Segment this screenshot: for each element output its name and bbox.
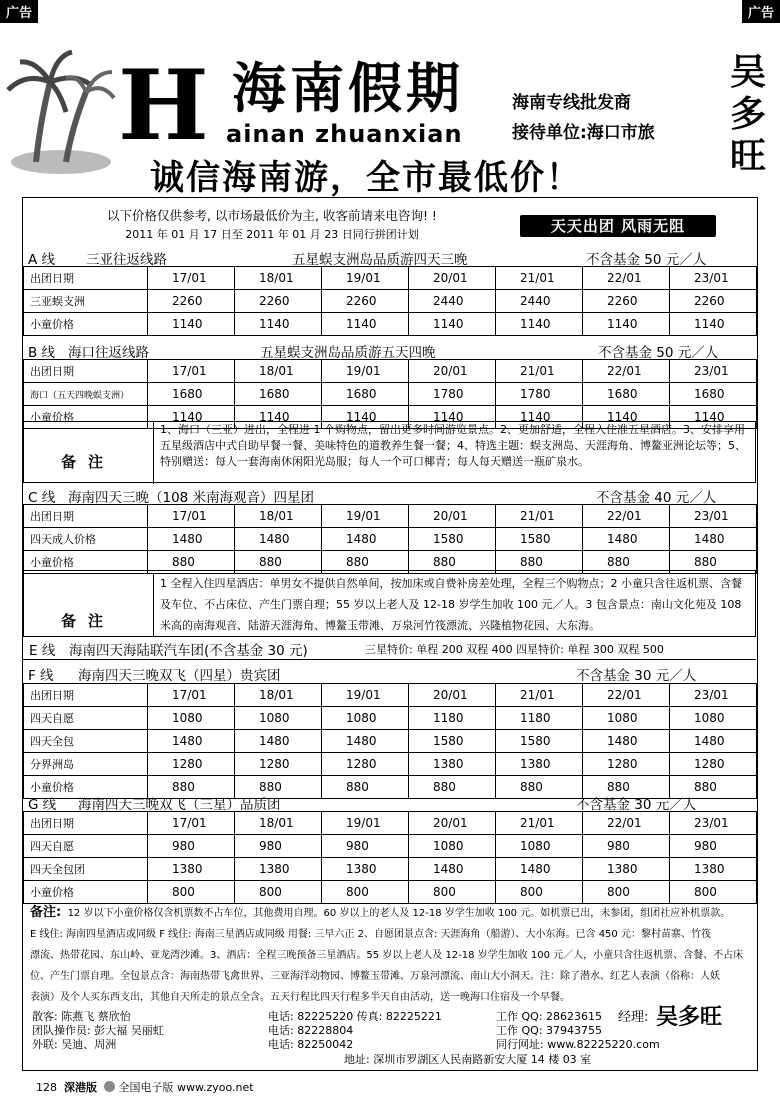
line-g-code: G 线 [28,797,57,813]
notes-line-1: 12 岁以下小童价格仅含机票数不占车位，其他费用自理。60 岁以上的老人及 12-18 岁学生加收 100 元。如机票已出，未参团，组团社应补机票款。 [67,908,731,919]
price-cell: 980 [322,835,409,858]
price-cell: 800 [496,881,583,904]
price-cell: 1380 [583,858,670,881]
contact-team: 团队操作员: 彭大福 吴丽虹 [32,1024,164,1037]
price-cell: 880 [148,551,235,574]
date-cell: 17/01 [148,267,235,290]
date-cell: 17/01 [148,505,235,528]
contact-qq-2: 工作 QQ: 37943755 [496,1024,603,1037]
line-a-name: 五星蜈支洲岛品质游四天三晚 [292,252,468,268]
price-cell: 1140 [583,313,670,336]
line-g-name: 海南四天三晚双飞（三星）品质团 [78,797,281,813]
row-label: 出团日期 [24,812,148,835]
date-cell: 20/01 [409,684,496,707]
brand-vertical-name: 吴多旺 [729,52,766,177]
contact-team-phone: 电话: 82228804 [268,1024,354,1037]
date-cell: 22/01 [583,505,670,528]
price-cell: 1080 [409,835,496,858]
date-cell: 18/01 [235,812,322,835]
notes-line-5: 表演）及个人买东西支出，其他自天所走的景点全含。五天行程比四天行程多半天自由活动，送一晚海口住宿及一个早餐。 [30,992,570,1003]
line-c-remark [23,570,756,637]
price-cell: 2260 [322,290,409,313]
date-cell: 17/01 [148,812,235,835]
row-label: 出团日期 [24,505,148,528]
date-cell: 21/01 [496,505,583,528]
notes-line-4: 位、产生门票自理。全包景点含：海南热带飞禽世界、三亚海洋动物园、博鳌玉带滩、万泉河漂流、南山大小洞天。注：除了潜水、红艺人表演（俗称：人妖 [30,971,720,982]
date-cell: 18/01 [235,505,322,528]
price-cell: 1480 [322,730,409,753]
date-cell: 19/01 [322,267,409,290]
price-cell: 1480 [322,528,409,551]
line-g-table [23,811,757,904]
price-cell: 1480 [235,730,322,753]
price-cell: 1380 [322,858,409,881]
row-label: 小童价格 [24,881,148,904]
row-label: 四天全包团 [24,858,148,881]
notes-line-2: E 线住: 海南四星酒店或同级 F 线住: 海南三星酒店或同级 用餐: 三早六正 2、自愿团景点含: 天涯海角（船游）、大小东海。已含 450 元：黎村苗寨、竹筏 [30,929,711,940]
line-f-name: 海南四天三晚双飞（四星）贵宾团 [78,668,281,684]
contact-qq-1: 工作 QQ: 28623615 [496,1010,603,1023]
contact-website[interactable]: 同行网址: www.82225220.com [496,1038,660,1051]
price-cell: 1180 [409,707,496,730]
ad-tag-left: 广告 [0,0,38,23]
table-row [24,812,757,835]
notes-label: 备注: [30,905,62,920]
table-row [24,290,757,313]
price-cell: 1480 [583,528,670,551]
date-cell: 22/01 [583,267,670,290]
date-cell: 20/01 [409,360,496,383]
table-row [24,528,757,551]
price-cell: 1480 [148,730,235,753]
date-cell: 19/01 [322,360,409,383]
brand-logo-letter: H [118,49,203,162]
date-cell: 20/01 [409,267,496,290]
table-row [24,313,757,336]
price-cell: 980 [148,835,235,858]
price-cell: 1380 [670,858,757,881]
line-a-route: 三亚往返线路 [86,252,167,268]
price-cell: 2440 [409,290,496,313]
row-label: 分界洲岛 [24,753,148,776]
price-cell: 980 [583,835,670,858]
row-label: 四天自愿 [24,707,148,730]
page-footer [36,1079,254,1095]
date-cell: 21/01 [496,684,583,707]
price-cell: 1140 [670,313,757,336]
price-cell: 800 [148,881,235,904]
date-cell: 19/01 [322,812,409,835]
price-cell: 880 [583,551,670,574]
date-cell: 18/01 [235,684,322,707]
price-cell: 800 [409,881,496,904]
line-f-table [23,683,757,799]
line-b-code: B 线 [28,345,56,361]
price-cell: 980 [235,835,322,858]
price-cell: 880 [670,551,757,574]
price-cell: 1380 [235,858,322,881]
date-cell: 23/01 [670,684,757,707]
date-cell: 21/01 [496,360,583,383]
table-row [24,730,757,753]
table-row [24,383,757,406]
price-cell: 800 [583,881,670,904]
page-number: 128 [36,1081,57,1094]
price-cell: 880 [583,776,670,799]
price-cell: 1140 [148,313,235,336]
price-cell: 1480 [670,528,757,551]
date-cell: 19/01 [322,684,409,707]
price-cell: 880 [148,776,235,799]
bottom-notes [30,902,752,1008]
date-cell: 22/01 [583,812,670,835]
edition-label: 深港版 [64,1081,97,1094]
table-row [24,505,757,528]
table-row [24,835,757,858]
edition-logo-icon [104,1081,115,1092]
line-c-remark-text: 1 全程入住四星酒店：单男女不提供自然单间，按加床或自费补房差处理，全程三个购物点；2 小童只含往返机票、含餐及车位、不占床位、产生门票自理；55 岁以上老人及 12-18 岁学生加收 100 元／人。3 包含景点：南山文化苑及 108 米高的南海观音、陆游天涯海角、博鳌玉带滩、万泉河竹筏漂流、兴隆植物花园、大东海。 [153,573,751,637]
row-label: 出团日期 [24,684,148,707]
price-cell: 1280 [235,753,322,776]
price-cell: 800 [670,881,757,904]
price-cell: 1140 [148,406,235,429]
price-cell: 1580 [409,528,496,551]
row-label: 三亚蜈支洲 [24,290,148,313]
price-cell: 1280 [322,753,409,776]
date-cell: 20/01 [409,505,496,528]
price-cell: 800 [235,881,322,904]
line-c-remark-label: 备注 [60,612,115,630]
price-cell: 1140 [496,406,583,429]
price-cell: 1480 [148,528,235,551]
line-a-code: A 线 [28,252,56,268]
price-cell: 1480 [409,858,496,881]
price-cell: 880 [235,551,322,574]
price-cell: 1140 [235,406,322,429]
price-cell: 1140 [322,313,409,336]
ad-tag-right: 广告 [742,0,780,23]
date-cell: 17/01 [148,360,235,383]
footer-site: 全国电子版 www.zyoo.net [118,1081,254,1094]
line-b-remark-text: 1、海口（三亚）进出，全程进 1 个购物点，留出更多时间游览景点。2、更加舒适，全程入住准五星酒店。3、安排享用五星级酒店中式自助早餐一餐、美味特色的道教养生餐一餐；4、特选主题：蜈支洲岛、天涯海角、博鳌亚洲论坛等；5、特别赠送：每人一套海南休闲阳光岛服；每人一个可口椰青；每人每天赠送一瓶矿泉水。 [153,422,751,484]
price-cell: 1680 [583,383,670,406]
line-e-code: E 线 [29,643,56,659]
price-cell: 1680 [322,383,409,406]
price-cell: 1140 [583,406,670,429]
price-cell: 1680 [670,383,757,406]
manager-label: 经理: [618,1010,649,1025]
row-label: 海口（五天四晚蜈支洲） [24,383,148,406]
intro-date-range: 2011 年 01 月 17 日至 2011 年 01 月 23 日同行拼团计划 [125,228,419,241]
price-cell: 1680 [148,383,235,406]
price-cell: 1380 [409,753,496,776]
brand-slogan: 诚信海南游，全市最低价！ [150,158,582,198]
line-c-name: 海南四天三晚（108 米南海观音）四星团 [68,490,315,506]
brand-subtitle-1: 海南专线批发商 [512,93,631,113]
table-row [24,707,757,730]
price-cell: 880 [496,776,583,799]
contact-address: 地址: 深圳市罗湖区人民南路新安大厦 14 楼 03 室 [344,1053,592,1066]
line-b-route: 海口往返线路 [68,345,149,361]
brand-pinyin: ainan zhuanxian [226,120,463,148]
price-cell: 1080 [322,707,409,730]
price-cell: 1580 [496,528,583,551]
price-cell: 1080 [583,707,670,730]
intro-notice: 以下价格仅供参考, 以市场最低价为主, 收客前请来电咨询! ! [107,208,437,223]
notes-line-3: 漂流、热带花园、东山岭、亚龙湾沙滩。3、酒店：全程三晚预备三星酒店。55 岁以上老人及 12-18 岁学生加收 100 元／人，小童只含往返机票、含餐、不占床 [30,950,744,961]
price-cell: 1140 [235,313,322,336]
date-cell: 22/01 [583,360,670,383]
price-cell: 800 [322,881,409,904]
line-a-table [23,266,757,336]
price-cell: 1380 [148,858,235,881]
price-cell: 880 [322,551,409,574]
line-b-remark-label: 备注 [60,453,115,471]
price-cell: 1280 [148,753,235,776]
price-cell: 880 [322,776,409,799]
row-label: 小童价格 [24,551,148,574]
table-row [24,881,757,904]
line-b-remark [23,421,756,483]
date-cell: 18/01 [235,360,322,383]
line-e-specials: 三星特价: 单程 200 双程 400 四星特价: 单程 300 双程 500 [365,643,664,656]
date-cell: 22/01 [583,684,670,707]
row-label: 小童价格 [24,776,148,799]
price-cell: 1680 [235,383,322,406]
price-cell: 880 [409,776,496,799]
line-c-code: C 线 [28,490,56,506]
line-g-fee: 不含基金 30 元／人 [576,797,697,813]
price-cell: 1080 [148,707,235,730]
price-cell: 1080 [496,835,583,858]
date-cell: 17/01 [148,684,235,707]
table-row [24,684,757,707]
date-cell: 19/01 [322,505,409,528]
date-cell: 23/01 [670,360,757,383]
contact-liaison-phone: 电话: 82250042 [268,1038,354,1051]
row-label: 出团日期 [24,360,148,383]
date-cell: 20/01 [409,812,496,835]
price-cell: 1480 [670,730,757,753]
row-label: 四天自愿 [24,835,148,858]
price-cell: 1140 [409,406,496,429]
row-label: 四天成人价格 [24,528,148,551]
line-f-code: F 线 [28,668,54,684]
price-cell: 1140 [496,313,583,336]
price-cell: 1580 [496,730,583,753]
brand-subtitle-2: 接待单位:海口市旅 [512,123,655,143]
price-cell: 1480 [583,730,670,753]
table-row [24,360,757,383]
price-cell: 880 [409,551,496,574]
brand-title: 海南假期 [232,57,464,120]
departure-badge: 天天出团 风雨无阻 [520,215,716,237]
table-row [24,858,757,881]
price-cell: 880 [496,551,583,574]
row-label: 四天全包 [24,730,148,753]
row-label: 小童价格 [24,406,148,429]
price-cell: 1080 [235,707,322,730]
row-label: 小童价格 [24,313,148,336]
price-cell: 1480 [235,528,322,551]
date-cell: 18/01 [235,267,322,290]
line-e-row [23,637,756,660]
price-cell: 980 [670,835,757,858]
contact-liaison: 外联: 吴迪、周洲 [32,1038,117,1051]
price-cell: 2260 [148,290,235,313]
line-c-table [23,504,757,574]
line-b-table [23,359,757,429]
date-cell: 21/01 [496,812,583,835]
date-cell: 23/01 [670,505,757,528]
line-c-fee: 不含基金 40 元／人 [596,490,717,506]
line-b-fee: 不含基金 50 元／人 [598,345,719,361]
price-cell: 1780 [409,383,496,406]
date-cell: 21/01 [496,267,583,290]
table-row [24,753,757,776]
price-cell: 1180 [496,707,583,730]
line-f-fee: 不含基金 30 元／人 [576,668,697,684]
price-cell: 1080 [670,707,757,730]
date-cell: 23/01 [670,812,757,835]
price-cell: 1280 [583,753,670,776]
price-cell: 2260 [583,290,670,313]
price-cell: 1140 [670,406,757,429]
line-b-name: 五星蜈支洲岛品质游五天四晚 [260,345,436,361]
line-e-name: 海南四天海陆联汽车团(不含基金 30 元) [69,643,308,659]
price-cell: 880 [235,776,322,799]
price-cell: 1780 [496,383,583,406]
row-label: 出团日期 [24,267,148,290]
price-cell: 880 [670,776,757,799]
price-cell: 2440 [496,290,583,313]
contact-retail-phone: 电话: 82225220 传真: 82225221 [268,1010,442,1023]
price-cell: 1140 [322,406,409,429]
price-cell: 2260 [670,290,757,313]
manager-name: 吴多旺 [656,1005,723,1030]
price-cell: 1580 [409,730,496,753]
palm-tree-illustration [6,42,116,177]
contact-retail: 散客: 陈燕飞 蔡欣怡 [32,1010,131,1023]
date-cell: 23/01 [670,267,757,290]
price-cell: 1140 [409,313,496,336]
price-cell: 2260 [235,290,322,313]
price-cell: 1280 [670,753,757,776]
table-row [24,267,757,290]
price-cell: 1380 [496,753,583,776]
line-a-fee: 不含基金 50 元／人 [586,252,707,268]
price-cell: 1480 [496,858,583,881]
